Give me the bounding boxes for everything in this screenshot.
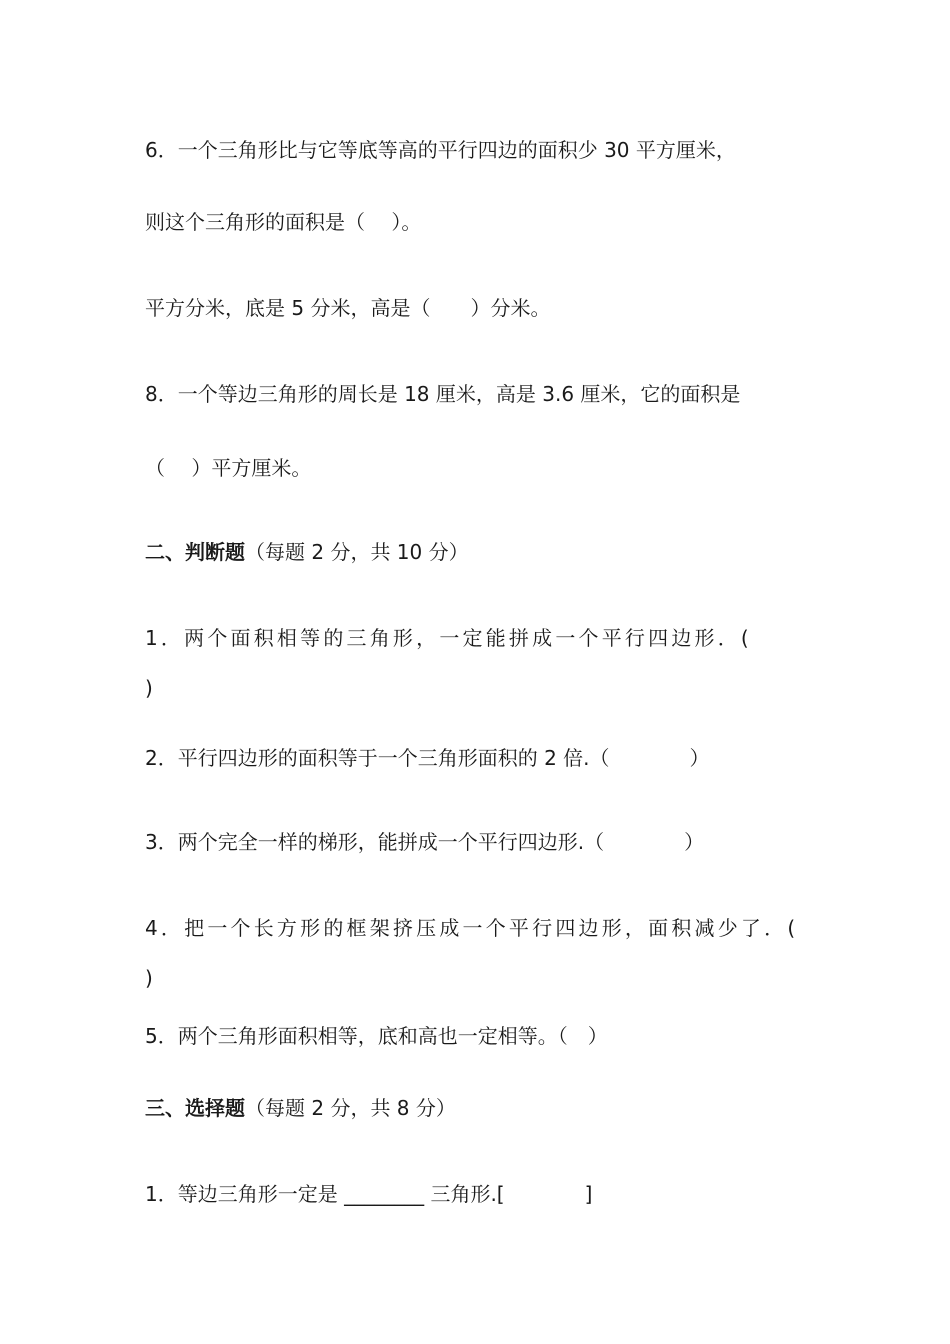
judge-question-2: 2．平行四边形的面积等于一个三角形面积的 2 倍.（ ） bbox=[145, 746, 710, 770]
question-8-line-2: （ ）平方厘米。 bbox=[145, 456, 312, 480]
question-8-line-1: 8．一个等边三角形的周长是 18 厘米，高是 3.6 厘米，它的面积是 bbox=[145, 382, 741, 406]
question-7-fragment: 平方分米，底是 5 分米，高是（ ）分米。 bbox=[145, 296, 551, 320]
choice-question-1: 1．等边三角形一定是 ________ 三角形.[ ] bbox=[145, 1182, 593, 1206]
section-note: （每题 2 分，共 8 分） bbox=[245, 1096, 456, 1120]
question-6-line-2: 则这个三角形的面积是（ ）。 bbox=[145, 210, 422, 234]
judge-question-1-line-2: ) bbox=[145, 676, 153, 700]
judge-question-3: 3．两个完全一样的梯形，能拼成一个平行四边形.（ ） bbox=[145, 830, 705, 854]
section-heading-judge bbox=[145, 538, 469, 566]
judge-question-1-line-1: 1．两个面积相等的三角形，一定能拼成一个平行四边形．( bbox=[145, 626, 752, 650]
section-note: （每题 2 分，共 10 分） bbox=[245, 540, 469, 564]
section-title: 二、判断题 bbox=[145, 540, 245, 564]
section-title: 三、选择题 bbox=[145, 1096, 245, 1120]
judge-question-4-line-2: ) bbox=[145, 966, 153, 990]
question-6-line-1: 6．一个三角形比与它等底等高的平行四边的面积少 30 平方厘米， bbox=[145, 138, 736, 162]
judge-question-4-line-1: 4．把一个长方形的框架挤压成一个平行四边形，面积减少了．( bbox=[145, 916, 799, 940]
judge-question-5: 5．两个三角形面积相等，底和高也一定相等。（ ） bbox=[145, 1024, 608, 1048]
section-heading-choice bbox=[145, 1094, 456, 1122]
